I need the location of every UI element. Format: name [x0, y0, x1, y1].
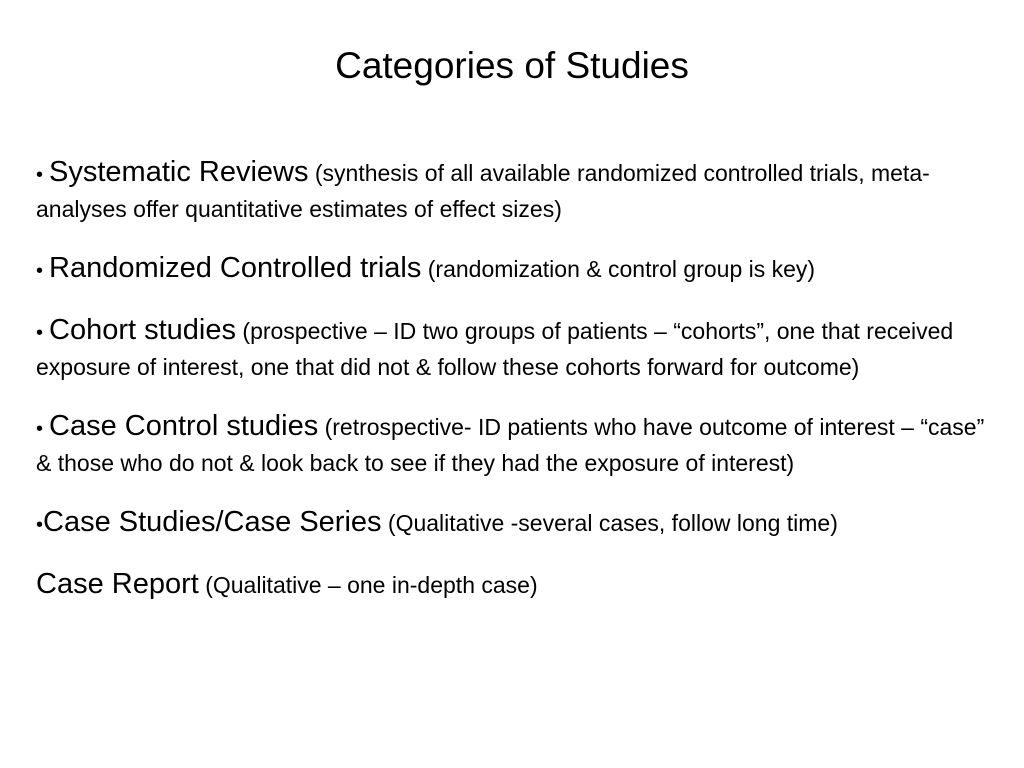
- item-term: Cohort studies: [49, 314, 237, 346]
- item-description: (randomization & control group is key): [427, 256, 816, 282]
- item-term: Randomized Controlled trials: [49, 252, 422, 284]
- item-term: Case Control studies: [49, 410, 319, 442]
- list-item-case-studies-series: [36, 505, 986, 542]
- list-item-cohort-studies: [36, 313, 986, 384]
- bullet: •: [36, 514, 44, 536]
- slide-title: Categories of Studies: [335, 45, 689, 86]
- item-term: Systematic Reviews: [49, 156, 309, 188]
- bullet: •: [36, 260, 44, 282]
- bullet: •: [36, 322, 44, 344]
- item-description: (retrospective- ID patients who have outcome of interest – “case” & those who do not & look back to see if they had the exposure of interest): [36, 414, 985, 476]
- bullet: •: [36, 164, 44, 186]
- list-item-randomized-controlled-trials: [36, 251, 986, 288]
- list-item-case-report: [36, 567, 986, 602]
- item-description: (Qualitative -several cases, follow long time): [387, 510, 838, 536]
- item-term: Case Report: [36, 568, 199, 600]
- item-description: (synthesis of all available randomized controlled trials, meta-analyses offer quantitative estimates of effect sizes): [36, 160, 930, 222]
- item-term: Case Studies/Case Series: [43, 506, 382, 538]
- list-item-case-control-studies: [36, 409, 986, 480]
- item-description: (prospective – ID two groups of patients – “cohorts”, one that received exposure of interest, one that did not & follow these cohorts forward for outcome): [36, 318, 954, 380]
- item-description: (Qualitative – one in-depth case): [205, 572, 538, 598]
- study-categories-list: [36, 155, 986, 602]
- list-item-systematic-reviews: [36, 155, 986, 226]
- bullet: •: [36, 418, 44, 440]
